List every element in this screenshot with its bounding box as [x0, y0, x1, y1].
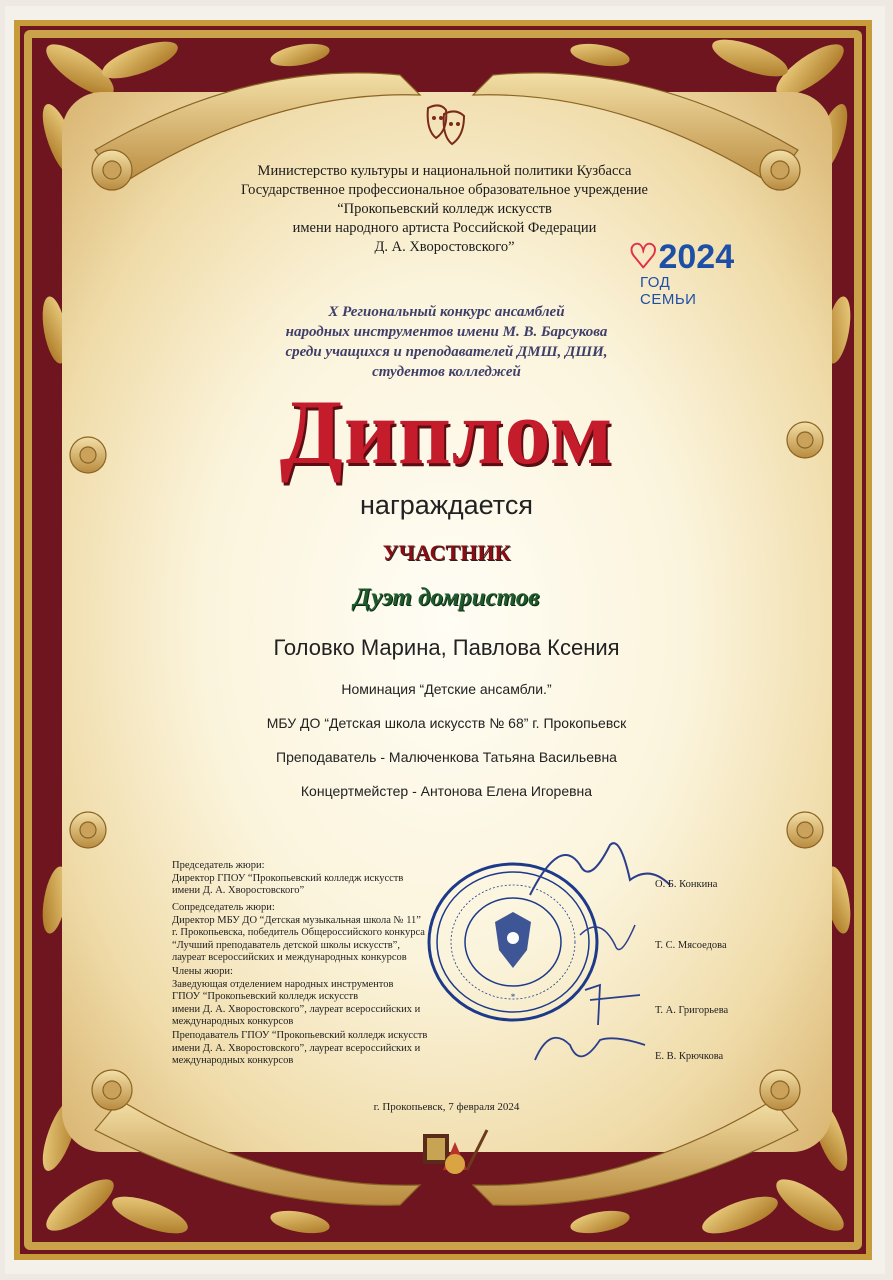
jury-member-line-4: международных конкурсов — [172, 1016, 294, 1027]
nomination: Номинация “Детские ансамбли.” — [341, 681, 552, 697]
jury-chair-title: Председатель жюри: — [172, 860, 265, 871]
details-block — [0, 672, 893, 808]
jury-cochair-line-1: Директор МБУ ДО “Детская музыкальная школа № 11” — [172, 914, 421, 926]
accompanist: Концертмейстер - Антонова Елена Игоревна — [300, 783, 593, 799]
contest-title — [0, 302, 893, 382]
ensemble-name: Дуэт домристов — [353, 584, 540, 611]
jury-chair-line-2: имени Д. А. Хворостовского” — [172, 885, 305, 896]
signatures — [520, 825, 680, 1085]
jury-chair-line-1: Директор ГПОУ “Прокопьевский колледж искусств — [172, 872, 404, 884]
jury-member2-line-2: имени Д. А. Хворостовского”, лауреат всероссийских и — [172, 1042, 421, 1054]
contest-line-1: X Региональный конкурс ансамблей — [328, 304, 565, 320]
jury-member2-line-1: Преподаватель ГПОУ “Прокопьевский колледж искусств — [172, 1030, 428, 1041]
org-line-4: имени народного артиста Российской Федерации — [292, 220, 597, 236]
logo-year: 2024 — [658, 238, 735, 276]
jury-chair — [172, 860, 403, 898]
year-of-family-logo — [628, 238, 735, 308]
jury-cochair-line-2: г. Прокопьевска, победитель Общероссийского конкурса — [172, 927, 425, 938]
signatory-4: Е. В. Крючкова — [655, 1051, 724, 1062]
contest-line-2: народных инструментов имени М. В. Барсукова — [285, 324, 608, 340]
jury-cochair-line-3: “Лучший преподаватель детской школы искусств”, — [172, 939, 400, 951]
jury-cochair-line-4: лауреат всероссийских и международных конкурсов — [172, 952, 407, 963]
signatory-3: Т. А. Григорьева — [655, 1005, 729, 1016]
logo-caption: ГОД СЕМЬИ — [640, 274, 697, 308]
signatory-2: Т. С. Мясоедова — [655, 940, 727, 951]
jury-cochair-title: Сопредседатель жюри: — [172, 902, 275, 913]
svg-text:*: * — [510, 992, 516, 1002]
organization-header — [0, 162, 891, 257]
participants-names: Головко Марина, Павлова Ксения — [273, 635, 620, 660]
contest-line-3: среди учащихся и преподавателей ДМШ, ДШИ, — [285, 344, 608, 360]
jury-member-line-1: Заведующая отделением народных инструментов — [172, 978, 394, 990]
jury-members-title: Члены жюри: — [172, 966, 233, 977]
org-line-3: “Прокопьевский колледж искусств — [337, 201, 552, 217]
contest-line-4: студентов колледжей — [372, 364, 521, 380]
school: МБУ ДО “Детская школа искусств № 68” г. Прокопьевск — [266, 715, 627, 731]
org-line-5: Д. А. Хворостовского” — [374, 239, 515, 255]
theatre-masks-logo — [420, 100, 470, 150]
place-date: г. Прокопьевск, 7 февраля 2024 — [373, 1101, 520, 1113]
jury-member-line-3: имени Д. А. Хворостовского”, лауреат всероссийских и — [172, 1003, 421, 1015]
teacher: Преподаватель - Малюченкова Татьяна Васильевна — [276, 749, 617, 765]
jury-members — [172, 966, 420, 1029]
folk-instruments-icon — [405, 1122, 495, 1182]
awarded-text: награждается — [360, 490, 533, 520]
jury-member-2 — [172, 1030, 427, 1068]
diploma-title: Диплом — [279, 381, 614, 483]
org-line-1: Министерство культуры и национальной политики Кузбасса — [257, 163, 632, 179]
heart-icon: ♡ — [628, 238, 659, 276]
jury-member2-line-3: международных конкурсов — [172, 1055, 294, 1066]
jury-member-line-2: ГПОУ “Прокопьевский колледж искусств — [172, 991, 359, 1002]
org-line-2: Государственное профессиональное образовательное учреждение — [241, 182, 648, 198]
jury-cochair — [172, 902, 425, 965]
signatory-1: О. Б. Конкина — [655, 879, 718, 890]
participant-status: УЧАСТНИК — [382, 540, 511, 565]
